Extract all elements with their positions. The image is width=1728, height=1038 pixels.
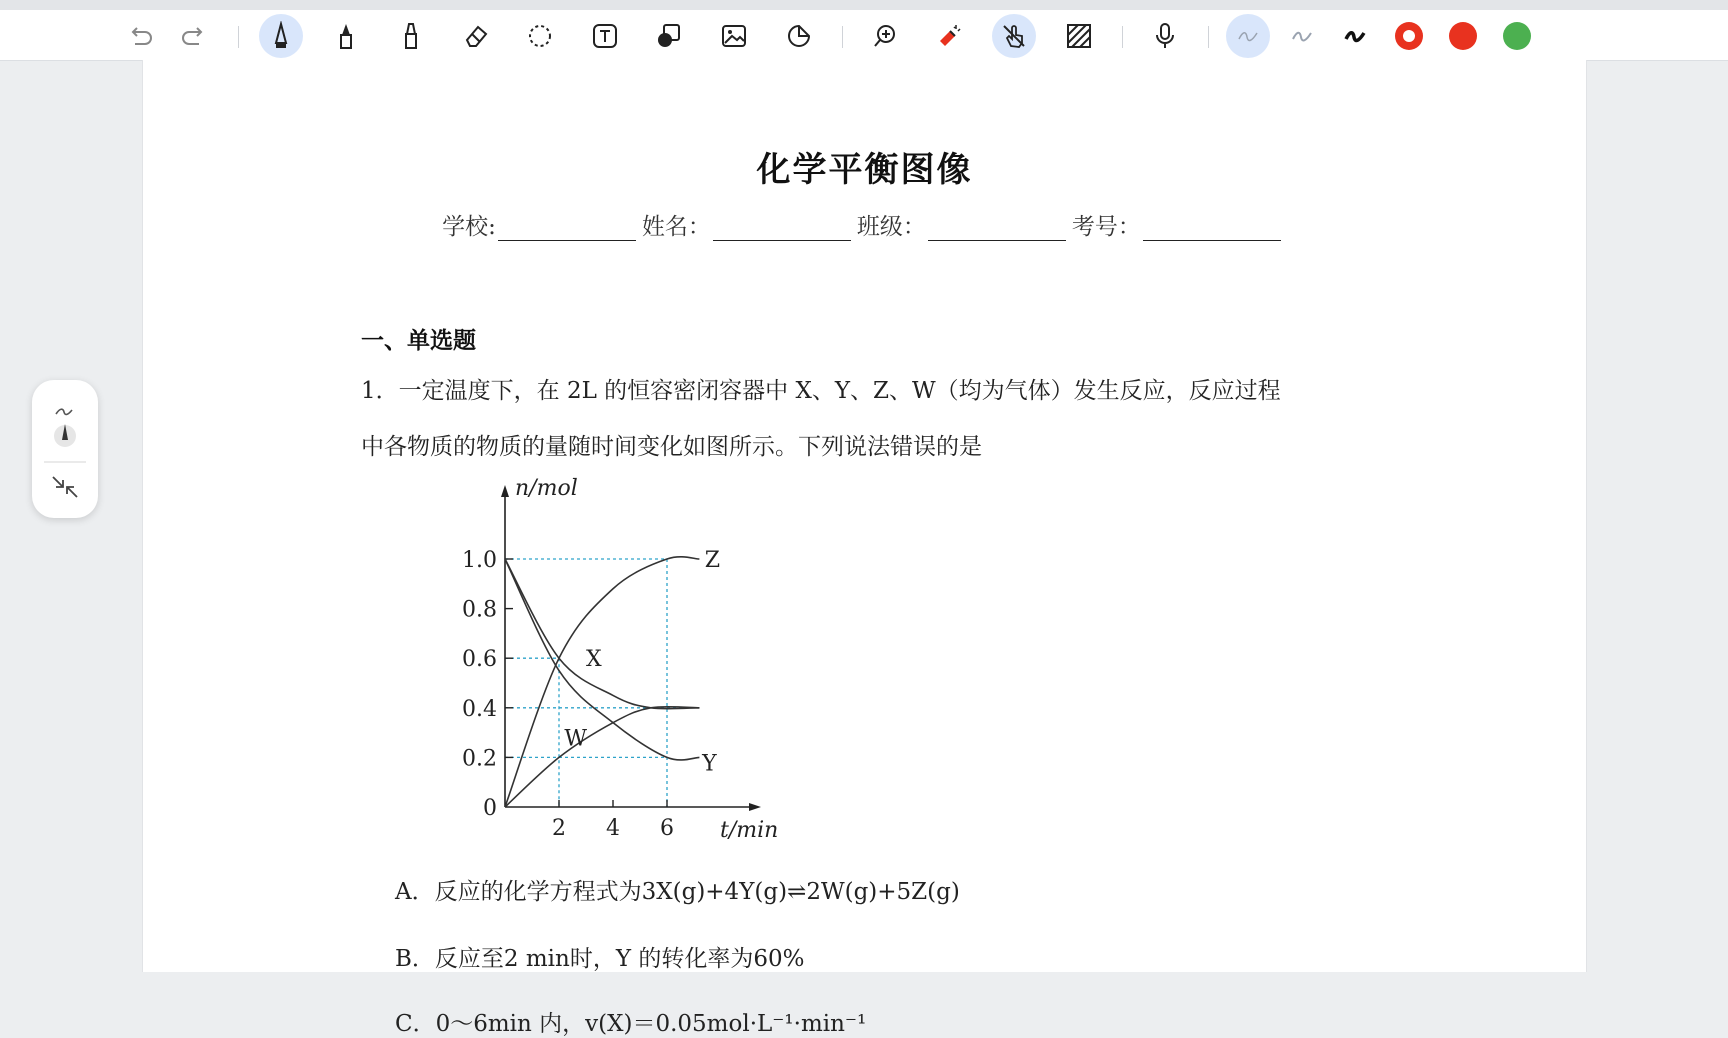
y-tick-label: 0.8 <box>462 597 497 623</box>
collapse-icon[interactable] <box>53 477 77 497</box>
lasso-icon[interactable] <box>518 14 562 58</box>
question-1-line-2: 中各物质的物质的量随时间变化如图所示。下列说法错误的是 <box>361 434 982 460</box>
y-tick-label: 0 <box>483 796 497 821</box>
eraser-icon[interactable] <box>454 14 498 58</box>
student-info-line <box>143 208 1586 241</box>
zoom-icon[interactable] <box>863 14 907 58</box>
page-title: 化学平衡图像 <box>756 150 973 190</box>
y-tick-label: 0.2 <box>462 746 497 772</box>
mole-time-chart <box>348 465 828 855</box>
microphone-icon[interactable] <box>1143 14 1187 58</box>
sticker-icon[interactable] <box>777 14 821 58</box>
toolbar-separator <box>1208 26 1209 48</box>
stroke-thick-icon[interactable] <box>1333 14 1377 58</box>
option-c[interactable]: C．0～6min 内，v(X)＝0.05mol·L⁻¹·min⁻¹ <box>395 1011 867 1037</box>
stroke-preview-icon <box>56 409 72 414</box>
option-a[interactable]: A．反应的化学方程式为3X(g)+4Y(g)⇌2W(g)+5Z(g) <box>395 879 960 905</box>
series-line-z <box>505 557 699 807</box>
x-axis-label: t/min <box>720 818 779 843</box>
y-axis-arrow <box>501 485 509 497</box>
y-tick-label: 1.0 <box>462 548 497 573</box>
y-axis-label: n/mol <box>515 476 578 501</box>
color-swatch-selected[interactable] <box>1387 14 1431 58</box>
chart-svg <box>348 465 828 855</box>
text-box-icon[interactable] <box>583 14 627 58</box>
exam-no-label: 考号： <box>1071 214 1141 240</box>
x-tick-label: 6 <box>660 816 674 841</box>
series-label-z: Z <box>704 548 721 573</box>
laser-pointer-icon[interactable] <box>927 14 971 58</box>
series-line-x <box>505 559 699 709</box>
name-label: 姓名： <box>641 214 711 240</box>
toolbar-separator <box>238 26 239 48</box>
section-heading: 一、单选题 <box>361 327 476 354</box>
highlighter-icon[interactable] <box>389 14 433 58</box>
series-line-y <box>505 559 699 760</box>
redo-icon[interactable] <box>172 14 216 58</box>
class-blank[interactable] <box>928 218 1066 241</box>
name-blank[interactable] <box>713 218 851 241</box>
touch-draw-icon[interactable] <box>992 14 1036 58</box>
x-axis-arrow <box>749 803 761 811</box>
color-swatch-red[interactable] <box>1441 14 1485 58</box>
series-label-w: W <box>564 726 588 752</box>
marker-icon[interactable] <box>324 14 368 58</box>
x-tick-label: 4 <box>606 816 620 841</box>
x-tick-label: 2 <box>552 816 566 841</box>
exam-no-blank[interactable] <box>1143 218 1281 241</box>
toolbar-separator <box>842 26 843 48</box>
school-label: 学校: <box>442 214 496 240</box>
image-icon[interactable] <box>712 14 756 58</box>
series-label-x: X <box>586 647 602 673</box>
toolbar <box>0 10 1728 61</box>
y-tick-label: 0.6 <box>462 647 497 673</box>
pattern-icon[interactable] <box>1057 14 1101 58</box>
document-page <box>142 60 1587 1037</box>
pen-icon[interactable] <box>259 14 303 58</box>
undo-icon[interactable] <box>118 14 162 58</box>
stroke-thin-icon[interactable] <box>1226 14 1270 58</box>
option-b[interactable]: B．反应至2 min时，Y 的转化率为60% <box>395 946 805 972</box>
toolbar-separator <box>1122 26 1123 48</box>
shapes-icon[interactable] <box>647 14 691 58</box>
question-1-line-1: 1．一定温度下，在 2L 的恒容密闭容器中 X、Y、Z、W（均为气体）发生反应，反应过程 <box>361 378 1281 404</box>
color-swatch-green[interactable] <box>1495 14 1539 58</box>
top-strip <box>0 0 1728 10</box>
y-tick-label: 0.4 <box>462 696 497 722</box>
series-label-y: Y <box>702 751 717 777</box>
school-blank[interactable] <box>498 218 636 241</box>
class-label: 班级： <box>856 214 926 240</box>
stroke-medium-icon[interactable] <box>1280 14 1324 58</box>
floating-pen-widget[interactable] <box>32 380 98 518</box>
